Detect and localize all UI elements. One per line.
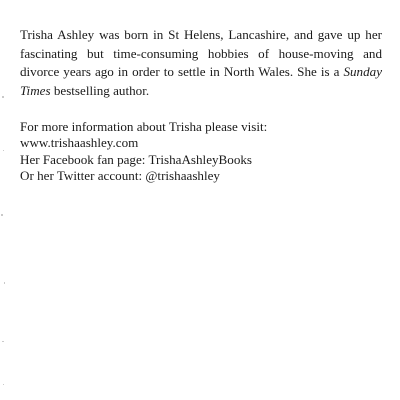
twitter-account: Or her Twitter account: @trishaashley xyxy=(20,168,220,183)
bio-text: Trisha Ashley was born in St Helens, Lancashire, and gave up her fascinating but time-consuming hobbies of house-moving and divorce years ago in order to settle in North Wales. She is a xyxy=(20,27,382,79)
scan-speck xyxy=(2,96,4,98)
website-link[interactable]: www.trishaashley.com xyxy=(20,135,139,150)
bio-text-ending: bestselling author. xyxy=(53,82,150,98)
scan-speck xyxy=(4,282,5,284)
scan-speck xyxy=(2,341,4,342)
facebook-page: Her Facebook fan page: TrishaAshleyBooks xyxy=(20,151,253,167)
info-intro: For more information about Trisha please visit: xyxy=(20,118,268,134)
scan-speck xyxy=(3,384,4,385)
author-bio-page xyxy=(20,26,382,185)
contact-info xyxy=(20,119,382,185)
scan-speck xyxy=(1,214,3,216)
author-biography xyxy=(20,26,382,100)
scan-speck xyxy=(3,150,4,151)
newspaper-title: Sunday Times xyxy=(20,64,382,98)
